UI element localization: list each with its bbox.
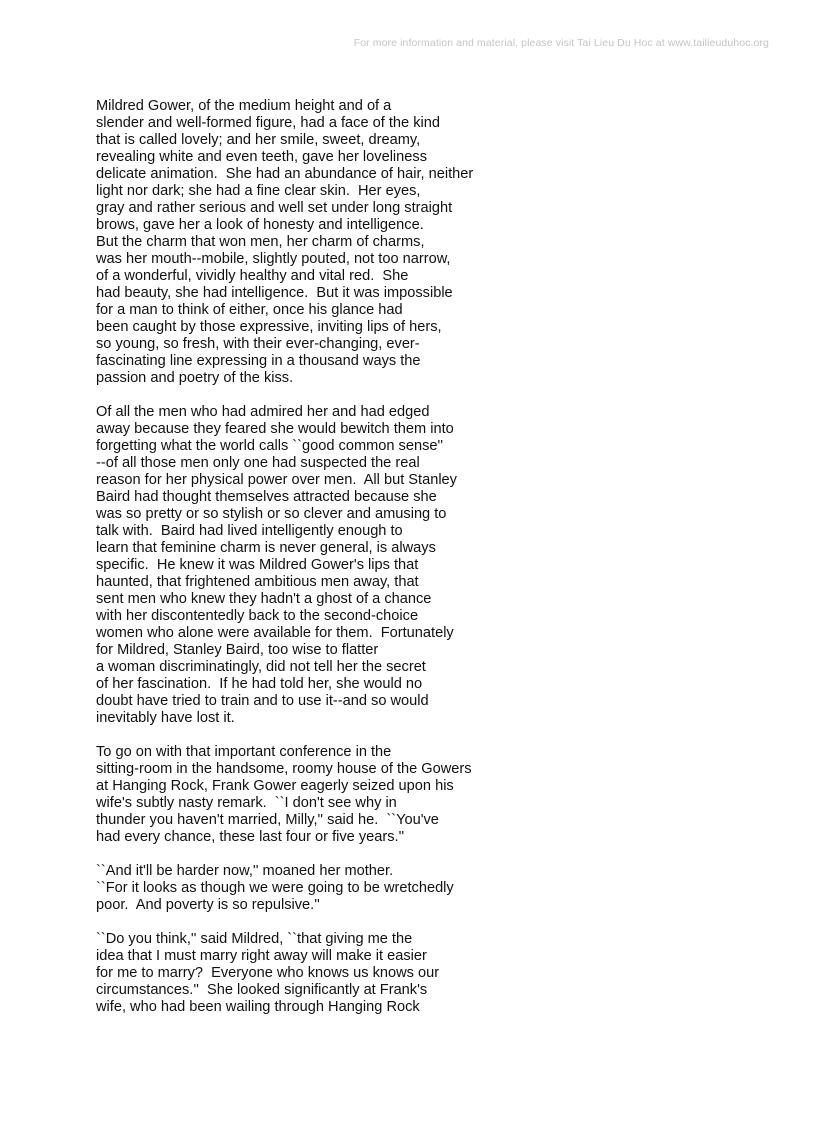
text-line: been caught by those expressive, inviting lips of hers, — [96, 319, 442, 335]
paragraph-4 — [96, 863, 786, 914]
text-line: reason for her physical power over men. All but Stanley — [96, 472, 457, 488]
text-line: a woman discriminatingly, did not tell her the secret — [96, 659, 426, 675]
text-line: of a wonderful, vividly healthy and vital red. She — [96, 268, 409, 284]
text-line: delicate animation. She had an abundance of hair, neither — [96, 166, 474, 182]
paragraph-3 — [96, 744, 786, 846]
text-line: fascinating line expressing in a thousand ways the — [96, 353, 421, 369]
text-line: light nor dark; she had a fine clear skin. Her eyes, — [96, 183, 421, 199]
text-line: doubt have tried to train and to use it--and so would — [96, 693, 429, 709]
text-line: specific. He knew it was Mildred Gower's lips that — [96, 557, 419, 573]
text-line: of her fascination. If he had told her, she would no — [96, 676, 423, 692]
paragraph-5 — [96, 931, 786, 1016]
text-line: idea that I must marry right away will make it easier — [96, 948, 427, 964]
text-line: away because they feared she would bewitch them into — [96, 421, 454, 437]
text-line: haunted, that frightened ambitious men away, that — [96, 574, 419, 590]
text-line: that is called lovely; and her smile, sweet, dreamy, — [96, 132, 421, 148]
text-line: was her mouth--mobile, slightly pouted, not too narrow, — [96, 251, 451, 267]
text-line: for a man to think of either, once his glance had — [96, 302, 403, 318]
text-line: talk with. Baird had lived intelligently enough to — [96, 523, 403, 539]
text-line: Mildred Gower, of the medium height and of a — [96, 98, 392, 114]
text-line: ``For it looks as though we were going to be wretchedly — [96, 880, 454, 896]
text-line: Of all the men who had admired her and had edged — [96, 404, 430, 420]
text-line: was so pretty or so stylish or so clever and amusing to — [96, 506, 447, 522]
text-line: --of all those men only one had suspected the real — [96, 455, 420, 471]
text-line: But the charm that won men, her charm of charms, — [96, 234, 425, 250]
text-line: at Hanging Rock, Frank Gower eagerly seized upon his — [96, 778, 454, 794]
text-line: wife, who had been wailing through Hanging Rock — [96, 999, 420, 1015]
text-line: for me to marry? Everyone who knows us knows our — [96, 965, 440, 981]
text-line: so young, so fresh, with their ever-changing, ever- — [96, 336, 420, 352]
text-line: slender and well-formed figure, had a face of the kind — [96, 115, 440, 131]
paragraph-2 — [96, 404, 786, 727]
text-line: ``And it'll be harder now,'' moaned her mother. — [96, 863, 394, 879]
text-line: wife's subtly nasty remark. ``I don't see why in — [96, 795, 397, 811]
document-body — [96, 98, 786, 1033]
text-line: forgetting what the world calls ``good common sense'' — [96, 438, 444, 454]
text-line: with her discontentedly back to the second-choice — [96, 608, 419, 624]
text-line: learn that feminine charm is never general, is always — [96, 540, 436, 556]
text-line: gray and rather serious and well set under long straight — [96, 200, 453, 216]
text-line: had beauty, she had intelligence. But it was impossible — [96, 285, 453, 301]
text-line: poor. And poverty is so repulsive.'' — [96, 897, 320, 913]
text-line: Baird had thought themselves attracted because she — [96, 489, 437, 505]
text-line: sent men who knew they hadn't a ghost of a chance — [96, 591, 432, 607]
text-line: revealing white and even teeth, gave her loveliness — [96, 149, 428, 165]
header-watermark-note: For more information and material, please visit Tai Lieu Du Hoc at www.tailieuduhoc.org — [353, 37, 769, 49]
text-line: had every chance, these last four or five years.'' — [96, 829, 405, 845]
text-line: To go on with that important conference in the — [96, 744, 392, 760]
text-line: passion and poetry of the kiss. — [96, 370, 294, 386]
paragraph-1 — [96, 98, 786, 387]
text-line: ``Do you think,'' said Mildred, ``that giving me the — [96, 931, 413, 947]
text-line: sitting-room in the handsome, roomy house of the Gowers — [96, 761, 472, 777]
text-line: inevitably have lost it. — [96, 710, 235, 726]
text-line: thunder you haven't married, Milly,'' said he. ``You've — [96, 812, 439, 828]
text-line: circumstances.'' She looked significantly at Frank's — [96, 982, 428, 998]
text-line: brows, gave her a look of honesty and intelligence. — [96, 217, 424, 233]
text-line: for Mildred, Stanley Baird, too wise to flatter — [96, 642, 379, 658]
text-line: women who alone were available for them. Fortunately — [96, 625, 454, 641]
